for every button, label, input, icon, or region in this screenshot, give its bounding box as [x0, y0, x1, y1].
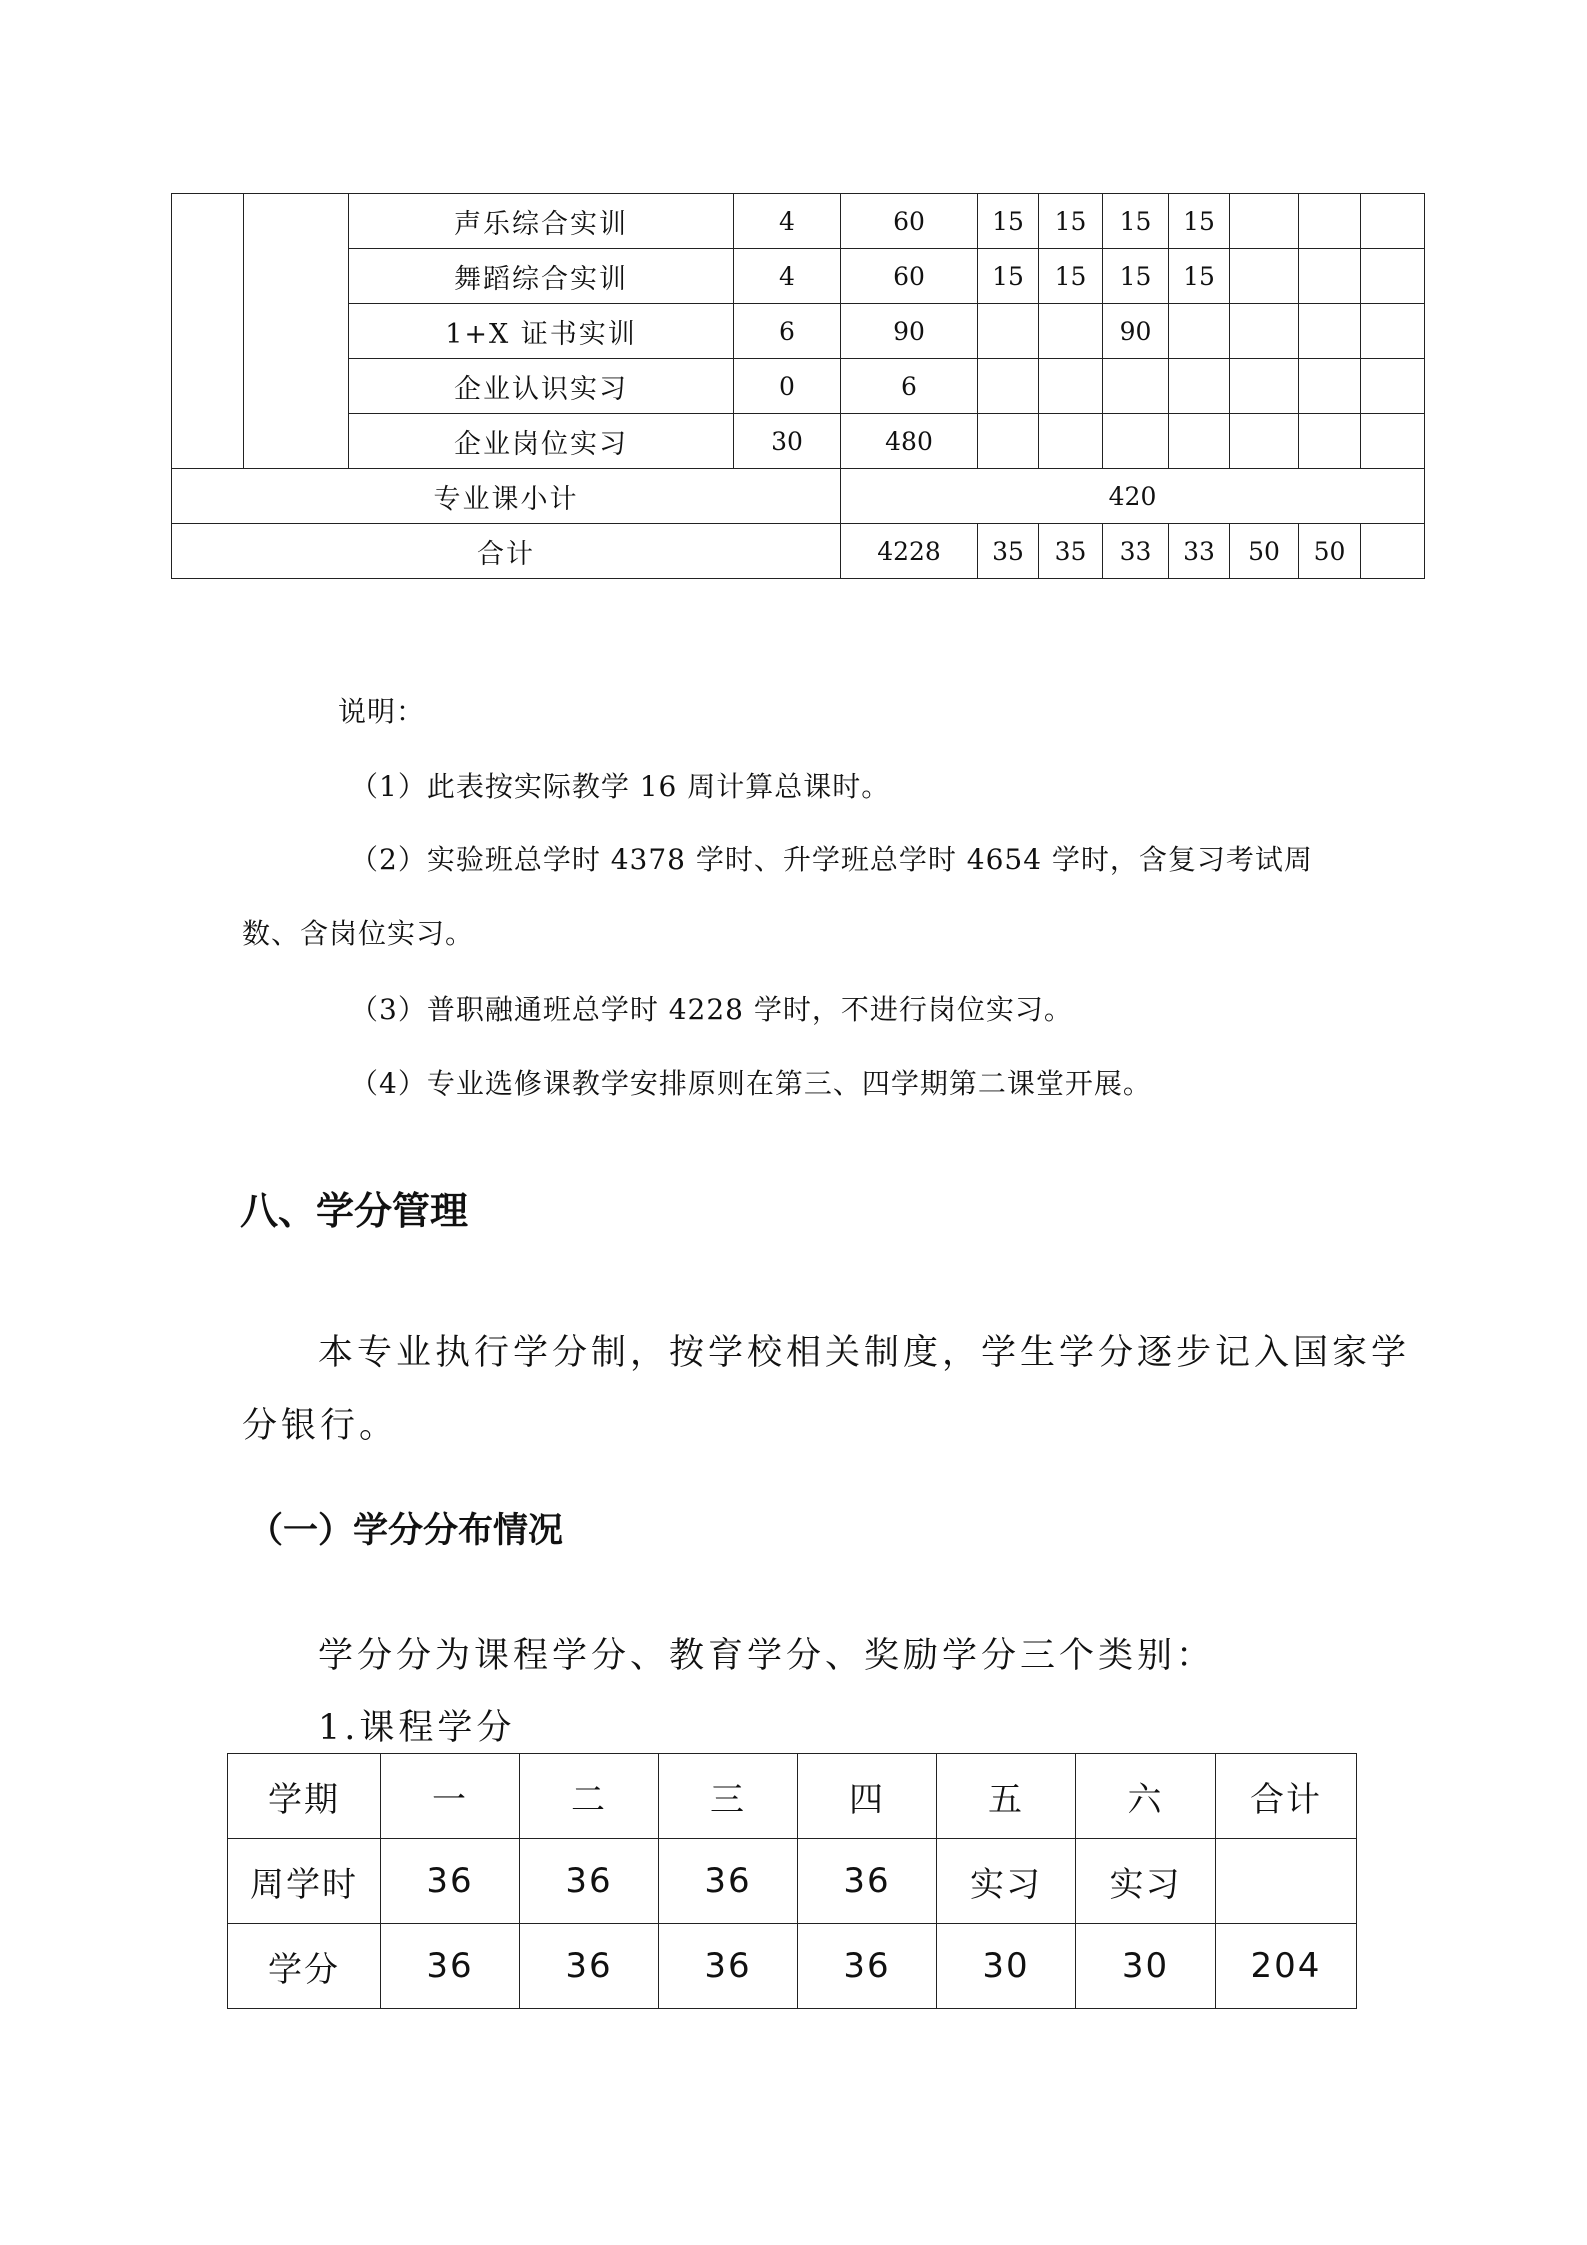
header-cell: 合计: [1216, 1754, 1357, 1839]
row-label: 周学时: [228, 1839, 381, 1924]
hours-cell: 60: [841, 194, 978, 249]
hours-cell: 6: [841, 359, 978, 414]
header-cell: 二: [520, 1754, 659, 1839]
section-paragraph-line-2: 分银行。: [242, 1406, 399, 1446]
subtotal-value: 420: [841, 469, 1425, 524]
hours-cell: 60: [841, 249, 978, 304]
table-row: [172, 359, 1425, 414]
term-cell: [1230, 359, 1299, 414]
table-row: [172, 249, 1425, 304]
term-cell: 15: [978, 194, 1039, 249]
header-cell: 四: [798, 1754, 937, 1839]
term-cell: 15: [1169, 194, 1230, 249]
term-cell: [1230, 249, 1299, 304]
note-2-line-2: 数、含岗位实习。: [242, 917, 475, 950]
hours-cell: 90: [841, 304, 978, 359]
category-cell: [172, 194, 244, 469]
term-cell: 15: [1039, 194, 1103, 249]
term-cell: [1299, 359, 1361, 414]
term-cell: 50: [1230, 524, 1299, 579]
credit-table: [227, 1753, 1357, 2009]
list-item-label: 1.课程学分: [318, 1708, 516, 1748]
table-cell: [1216, 1839, 1357, 1924]
table-cell: 30: [937, 1924, 1076, 2009]
table-cell: 36: [798, 1924, 937, 2009]
credits-cell: 6: [734, 304, 841, 359]
term-cell: [1361, 359, 1425, 414]
credits-cell: 0: [734, 359, 841, 414]
note-3: （3）普职融通班总学时 4228 学时，不进行岗位实习。: [350, 993, 1073, 1026]
term-cell: [1361, 524, 1425, 579]
subtotal-row: [172, 469, 1425, 524]
term-cell: [1169, 414, 1230, 469]
term-cell: [978, 359, 1039, 414]
table-row: [228, 1839, 1357, 1924]
term-cell: 15: [1169, 249, 1230, 304]
table-row: [172, 304, 1425, 359]
course-name: 舞蹈综合实训: [349, 249, 734, 304]
credits-cell: 4: [734, 249, 841, 304]
subtotal-label: 专业课小计: [172, 469, 841, 524]
course-name: 企业岗位实习: [349, 414, 734, 469]
term-cell: 15: [1103, 194, 1169, 249]
term-cell: [1230, 304, 1299, 359]
term-cell: 33: [1169, 524, 1230, 579]
term-cell: 15: [978, 249, 1039, 304]
note-2-line-1: （2）实验班总学时 4378 学时、升学班总学时 4654 学时，含复习考试周: [350, 843, 1313, 876]
term-cell: [1169, 304, 1230, 359]
term-cell: [1299, 194, 1361, 249]
hours-cell: 480: [841, 414, 978, 469]
term-cell: [1230, 414, 1299, 469]
table-cell: 36: [520, 1839, 659, 1924]
table-cell: 204: [1216, 1924, 1357, 2009]
term-cell: [1299, 249, 1361, 304]
term-cell: [1361, 249, 1425, 304]
table-cell: 36: [798, 1839, 937, 1924]
row-label: 学分: [228, 1924, 381, 2009]
table-row: [172, 414, 1425, 469]
header-cell: 三: [659, 1754, 798, 1839]
total-row: [172, 524, 1425, 579]
term-cell: 35: [978, 524, 1039, 579]
table-cell: 实习: [1076, 1839, 1216, 1924]
term-cell: [1361, 304, 1425, 359]
table-cell: 实习: [937, 1839, 1076, 1924]
section-title: 八、学分管理: [240, 1189, 469, 1233]
header-cell: 五: [937, 1754, 1076, 1839]
course-schedule-table: [171, 193, 1425, 579]
subsection-intro: 学分分为课程学分、教育学分、奖励学分三个类别：: [318, 1636, 1216, 1676]
header-cell: 六: [1076, 1754, 1216, 1839]
total-hours: 4228: [841, 524, 978, 579]
term-cell: [1230, 194, 1299, 249]
total-label: 合计: [172, 524, 841, 579]
notes-heading: 说明：: [338, 695, 426, 728]
term-cell: [1039, 414, 1103, 469]
table-cell: 36: [520, 1924, 659, 2009]
term-cell: 35: [1039, 524, 1103, 579]
subcategory-cell: [244, 194, 349, 469]
course-name: 企业认识实习: [349, 359, 734, 414]
term-cell: [1361, 194, 1425, 249]
credits-cell: 30: [734, 414, 841, 469]
note-4: （4）专业选修课教学安排原则在第三、四学期第二课堂开展。: [350, 1067, 1152, 1100]
table-cell: 36: [659, 1924, 798, 2009]
term-cell: 33: [1103, 524, 1169, 579]
term-cell: [1169, 359, 1230, 414]
term-cell: 15: [1039, 249, 1103, 304]
term-cell: [1361, 414, 1425, 469]
term-cell: [1039, 304, 1103, 359]
table-cell: 36: [381, 1839, 520, 1924]
term-cell: [1299, 414, 1361, 469]
term-cell: [978, 304, 1039, 359]
term-cell: [978, 414, 1039, 469]
course-name: 声乐综合实训: [349, 194, 734, 249]
table-row: [228, 1924, 1357, 2009]
term-cell: 50: [1299, 524, 1361, 579]
header-cell: 学期: [228, 1754, 381, 1839]
term-cell: [1299, 304, 1361, 359]
table-cell: 30: [1076, 1924, 1216, 2009]
header-cell: 一: [381, 1754, 520, 1839]
credits-cell: 4: [734, 194, 841, 249]
table-row: [172, 194, 1425, 249]
subsection-title: （一）学分分布情况: [248, 1511, 564, 1551]
note-1: （1）此表按实际教学 16 周计算总课时。: [350, 770, 891, 803]
table-cell: 36: [381, 1924, 520, 2009]
term-cell: 15: [1103, 249, 1169, 304]
term-cell: [1039, 359, 1103, 414]
term-cell: 90: [1103, 304, 1169, 359]
term-cell: [1103, 359, 1169, 414]
table-row: [228, 1754, 1357, 1839]
term-cell: [1103, 414, 1169, 469]
table-cell: 36: [659, 1839, 798, 1924]
course-name: 1+X 证书实训: [349, 304, 734, 359]
section-paragraph-line-1: 本专业执行学分制，按学校相关制度，学生学分逐步记入国家学: [318, 1333, 1411, 1373]
